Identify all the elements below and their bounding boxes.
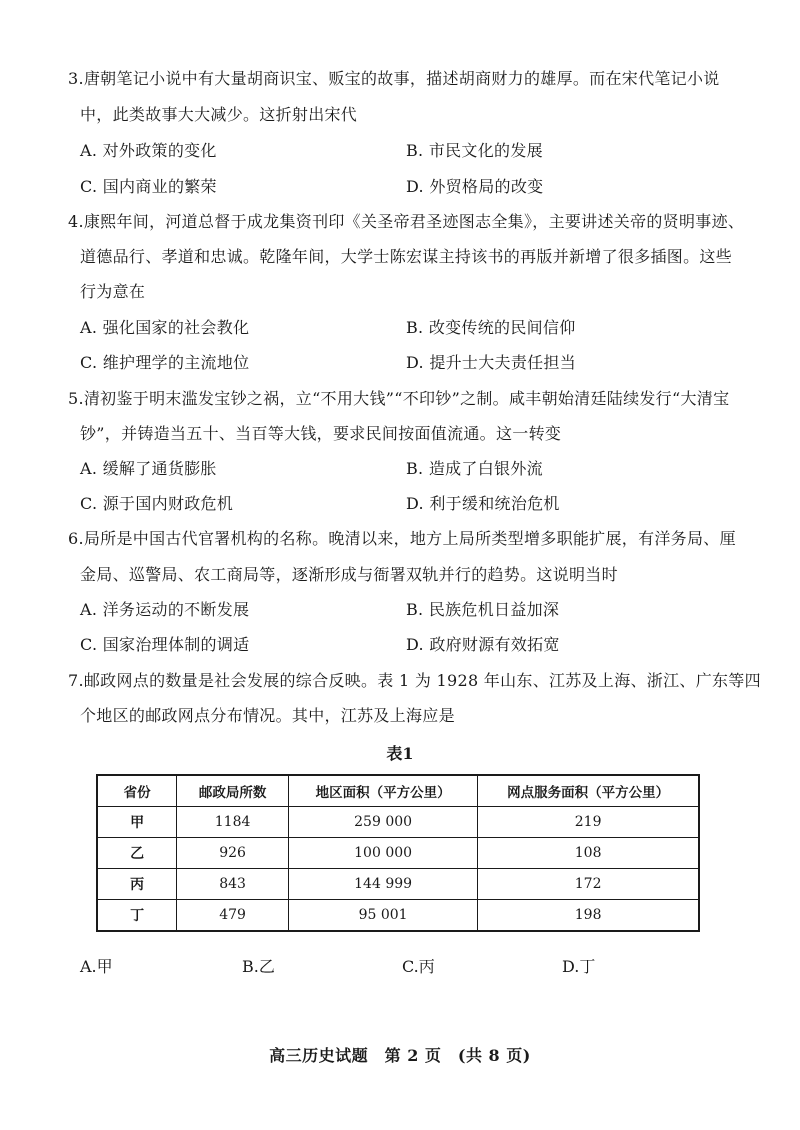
table-cell-area: 259 000 — [288, 807, 477, 838]
table-header-province: 省份 — [97, 775, 177, 807]
q5-option-c: C. 源于国内财政危机 — [80, 494, 234, 513]
page-footer: 高三历史试题 第 2 页 (共 8 页) — [269, 1046, 531, 1065]
q3-option-b: B. 市民文化的发展 — [406, 141, 543, 160]
q4-option-b: B. 改变传统的民间信仰 — [406, 318, 576, 337]
q7-stem-line2: 个地区的邮政网点分布情况。其中，江苏及上海应是 — [80, 706, 455, 725]
table-cell-offices: 479 — [177, 900, 289, 932]
table-cell-province: 乙 — [97, 838, 177, 869]
table-cell-offices: 843 — [177, 869, 289, 900]
table-row — [97, 807, 699, 838]
table-cell-province: 甲 — [97, 807, 177, 838]
q7-option-d: D.丁 — [562, 957, 596, 976]
q5-stem-line2: 钞”，并铸造当五十、当百等大钱，要求民间按面值流通。这一转变 — [80, 424, 562, 443]
q4-stem-line3: 行为意在 — [80, 282, 146, 301]
q6-option-d: D. 政府财源有效拓宽 — [406, 635, 560, 654]
table-cell-province: 丁 — [97, 900, 177, 932]
postal-table — [96, 774, 700, 932]
q6-option-c: C. 国家治理体制的调适 — [80, 635, 250, 654]
table-cell-service-area: 172 — [478, 869, 699, 900]
table-cell-area: 100 000 — [288, 838, 477, 869]
q4-option-a: A. 强化国家的社会教化 — [80, 318, 250, 337]
q5-stem-line1: 5.清初鉴于明末滥发宝钞之祸，立“不用大钱”“不印钞”之制。咸丰朝始清廷陆续发行“大清宝 — [68, 389, 730, 408]
table-row — [97, 838, 699, 869]
table-caption: 表1 — [386, 744, 414, 763]
table-header-area: 地区面积（平方公里） — [288, 775, 477, 807]
q3-stem-line2: 中，此类故事大大减少。这折射出宋代 — [80, 105, 358, 124]
q7-option-b: B.乙 — [242, 957, 275, 976]
q3-option-c: C. 国内商业的繁荣 — [80, 177, 217, 196]
q6-stem-line2: 金局、巡警局、农工商局等，逐渐形成与衙署双轨并行的趋势。这说明当时 — [80, 565, 618, 584]
table-header-service-area: 网点服务面积（平方公里） — [478, 775, 699, 807]
table-cell-area: 144 999 — [288, 869, 477, 900]
table-cell-service-area: 108 — [478, 838, 699, 869]
q6-option-a: A. 洋务运动的不断发展 — [80, 600, 250, 619]
table-row — [97, 869, 699, 900]
q5-option-b: B. 造成了白银外流 — [406, 459, 543, 478]
table-cell-offices: 926 — [177, 838, 289, 869]
q3-stem-line1: 3.唐朝笔记小说中有大量胡商识宝、贩宝的故事，描述胡商财力的雄厚。而在宋代笔记小说 — [68, 69, 720, 88]
table-header-row — [97, 775, 699, 807]
q4-stem-line1: 4.康熙年间，河道总督于成龙集资刊印《关圣帝君圣迹图志全集》，主要讲述关帝的贤明事迹、 — [68, 212, 745, 231]
table-cell-service-area: 219 — [478, 807, 699, 838]
q3-option-d: D. 外贸格局的改变 — [406, 177, 544, 196]
q4-option-c: C. 维护理学的主流地位 — [80, 353, 250, 372]
q5-option-d: D. 利于缓和统治危机 — [406, 494, 560, 513]
q4-option-d: D. 提升士大夫责任担当 — [406, 353, 577, 372]
q6-stem-line1: 6.局所是中国古代官署机构的名称。晚清以来，地方上局所类型增多职能扩展，有洋务局、厘 — [68, 529, 736, 548]
q7-option-c: C.丙 — [402, 957, 435, 976]
q5-option-a: A. 缓解了通货膨胀 — [80, 459, 217, 478]
table-cell-service-area: 198 — [478, 900, 699, 932]
q3-option-a: A. 对外政策的变化 — [80, 141, 217, 160]
q6-option-b: B. 民族危机日益加深 — [406, 600, 560, 619]
q7-stem-line1: 7.邮政网点的数量是社会发展的综合反映。表 1 为 1928 年山东、江苏及上海、浙江、广东等四 — [68, 671, 761, 690]
q7-option-a: A.甲 — [80, 957, 113, 976]
table-row — [97, 900, 699, 932]
table-cell-area: 95 001 — [288, 900, 477, 932]
table-cell-offices: 1184 — [177, 807, 289, 838]
q4-stem-line2: 道德品行、孝道和忠诚。乾隆年间，大学士陈宏谋主持该书的再版并新增了很多插图。这些 — [80, 247, 733, 266]
table-cell-province: 丙 — [97, 869, 177, 900]
table-header-offices: 邮政局所数 — [177, 775, 289, 807]
